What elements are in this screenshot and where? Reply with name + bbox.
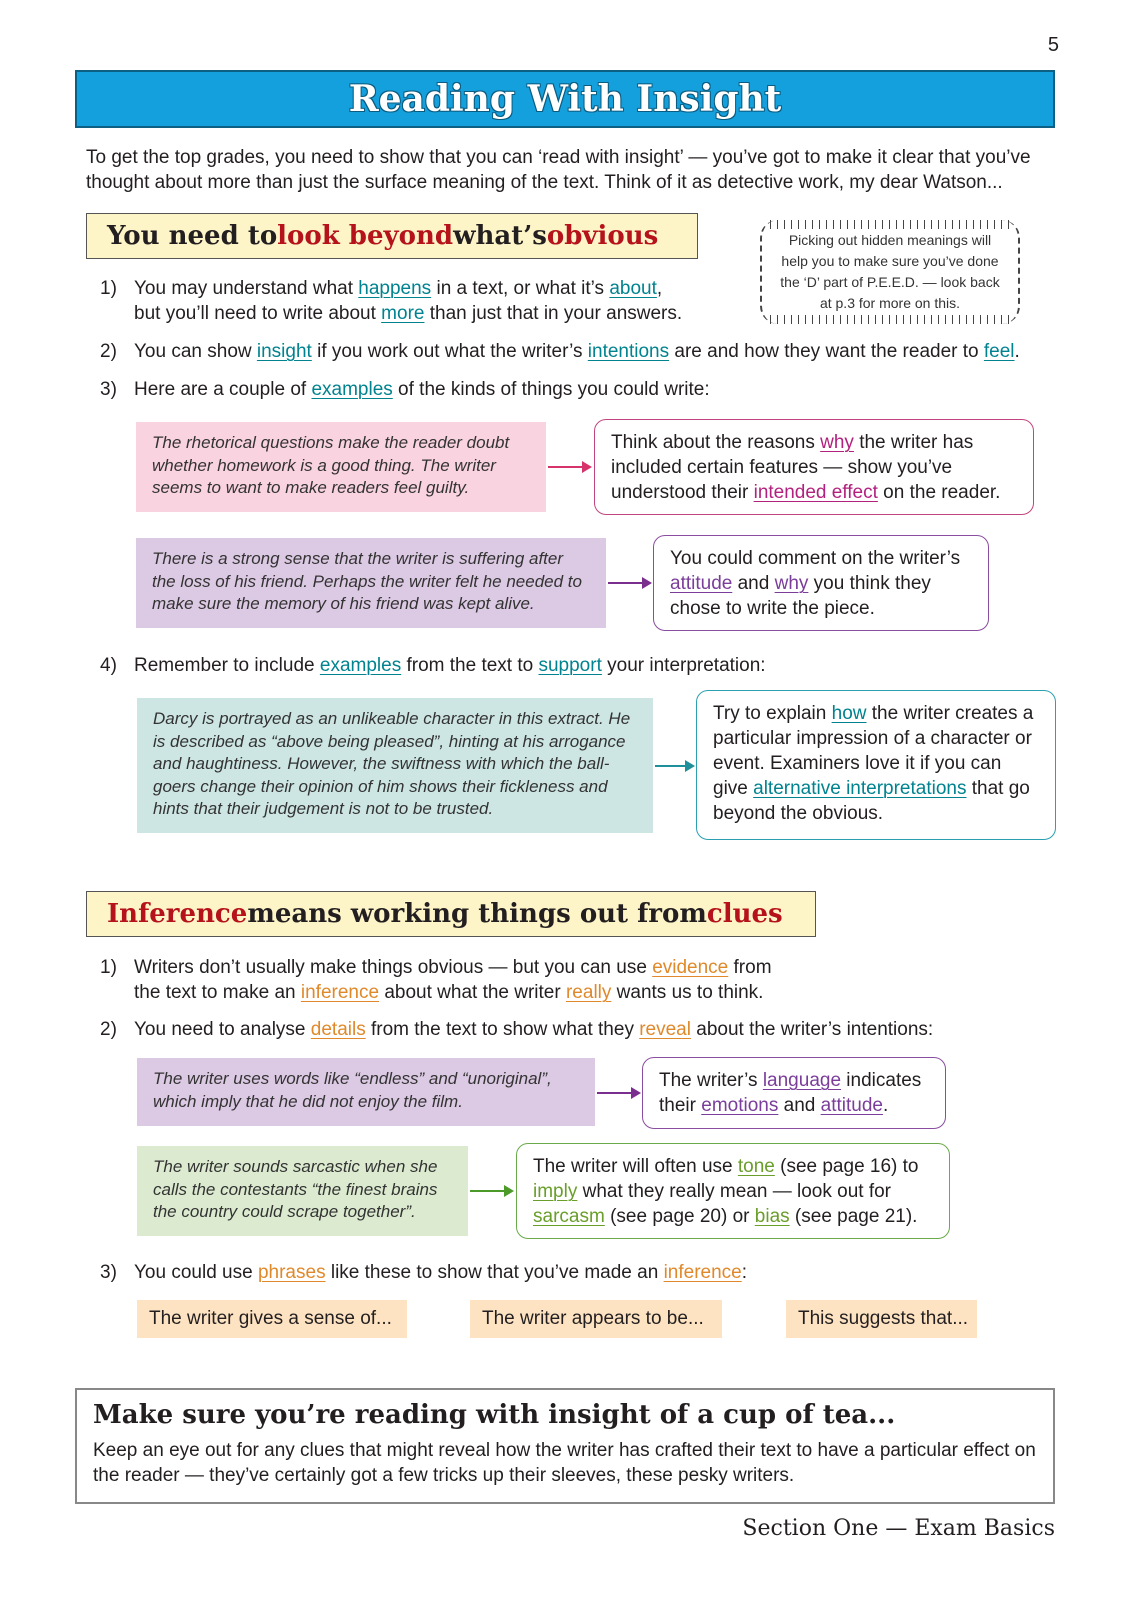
keyword: intentions [587, 341, 670, 362]
item-text: like these to show that you’ve made an [325, 1262, 664, 1283]
summary-text: Keep an eye out for any clues that might reveal how the writer has crafted their text to have a particular effect on the reader — they’ve certainly got a few tricks up their sleeves, these pesky writers. [93, 1440, 1036, 1486]
arrow [597, 1092, 639, 1094]
keyword: inference [663, 1262, 742, 1283]
item-text: in a text, or what it’s [431, 278, 610, 299]
callout-text: you think they chose to write the piece. [670, 573, 931, 619]
item-text: Writers don’t usually make things obvious — but you can use [134, 957, 653, 978]
item-text: about the writer’s intentions: [690, 1019, 934, 1040]
item-text: from the text to show what they [365, 1019, 640, 1040]
keyword: happens [358, 278, 432, 299]
intro-text: To get the top grades, you need to show that you can ‘read with insight’ — you’ve got to make it clear that you’ve thought about more than just the surface meaning of the text. Think of it as detective work, my dear Watson... [86, 147, 1031, 193]
arrow [608, 582, 650, 584]
quote-box-pink: The rhetorical questions make the reader doubt whether homework is a good thing. The writer seems to want to make readers feel guilty. [136, 422, 546, 512]
heading-highlight: Inference [107, 899, 248, 929]
quote-box-purple: There is a strong sense that the writer is suffering after the loss of his friend. Perhaps the writer felt he needed to make sure the memory of his friend was kept alive. [136, 538, 606, 628]
callout-text: (see page 21). [789, 1206, 918, 1227]
item-number: 2) [100, 1019, 117, 1040]
item-text: : [741, 1262, 748, 1283]
keyword: about [609, 278, 657, 299]
item-text: if you work out what the writer’s [311, 341, 588, 362]
keyword: insight [256, 341, 312, 362]
keyword: support [538, 655, 602, 676]
callout-box [516, 1143, 950, 1239]
item-text: You may understand what [134, 278, 359, 299]
item-text: . [1014, 341, 1020, 362]
list-item [100, 653, 1000, 678]
keyword: alternative interpretations [753, 778, 967, 799]
keyword: why [820, 432, 854, 453]
callout-box [594, 419, 1034, 515]
item-text: are and how they want the reader to [669, 341, 984, 362]
callout-text: (see page 20) or [604, 1206, 755, 1227]
keyword: phrases [257, 1262, 326, 1283]
keyword: reveal [639, 1019, 691, 1040]
callout-text: what they really mean — look out for [577, 1181, 891, 1202]
heading-part: what’s [453, 221, 547, 251]
callout-box [642, 1057, 946, 1129]
keyword: inference [300, 982, 380, 1003]
phrase-box: The writer gives a sense of... [137, 1300, 407, 1338]
item-number: 3) [100, 1262, 117, 1283]
item-text: Here are a couple of [134, 379, 312, 400]
quote-box-teal: Darcy is portrayed as an unlikeable character in this extract. He is described as “above being pleased”, hinting at his arrogance and haughtiness. However, the swiftness with which the ball-goers change their opinion of him shows their fickleness and hints that their judgement is not to be trusted. [137, 698, 653, 833]
keyword: examples [311, 379, 393, 400]
keyword: emotions [701, 1095, 779, 1116]
page-title: Reading With Insight [348, 78, 782, 120]
callout-text: and [732, 573, 775, 594]
heading-highlight: clues [706, 899, 783, 929]
callout-text: Try to explain [713, 703, 832, 724]
section-heading-1 [86, 213, 698, 259]
heading-part: You need to [107, 221, 278, 251]
callout-box [653, 535, 989, 631]
item-number: 1) [100, 957, 117, 978]
keyword: attitude [670, 573, 733, 594]
keyword: details [310, 1019, 366, 1040]
item-text: You need to analyse [134, 1019, 311, 1040]
item-text: You can show [134, 341, 257, 362]
summary-box [75, 1388, 1055, 1504]
keyword: examples [319, 655, 402, 676]
item-number: 2) [100, 341, 117, 362]
item-text: wants us to think. [611, 982, 764, 1003]
item-number: 4) [100, 655, 117, 676]
callout-text: and [778, 1095, 821, 1116]
callout-text: the writer creates a particular impression of a character or event. Examiners love it if you can give [713, 703, 1034, 799]
quote-box-green: The writer sounds sarcastic when she calls the contestants “the finest brains the country could scrape together”. [137, 1146, 468, 1236]
callout-text: Think about the reasons [611, 432, 821, 453]
callout-text: the writer has included certain features — show you’ve understood their [611, 432, 974, 503]
item-text: of the kinds of things you could write: [392, 379, 710, 400]
arrow [548, 466, 590, 468]
section-heading-2 [86, 891, 816, 937]
item-number: 3) [100, 379, 117, 400]
section-footer: Section One — Exam Basics [742, 1516, 1055, 1541]
list-item [100, 1260, 1000, 1285]
keyword: feel [983, 341, 1015, 362]
item-text: but you’ll need to write about [134, 303, 382, 324]
keyword: attitude [820, 1095, 883, 1116]
callout-text: that go beyond the obvious. [713, 778, 1030, 824]
callout-text: on the reader. [877, 482, 1001, 503]
phrase-box: This suggests that... [786, 1300, 977, 1338]
list-item [100, 276, 750, 326]
item-text: , [656, 278, 663, 299]
keyword: language [762, 1070, 842, 1091]
page-number: 5 [1047, 34, 1059, 56]
keyword: really [565, 982, 612, 1003]
item-text: You could use [134, 1262, 258, 1283]
heading-part: means working things out from [247, 899, 707, 929]
item-text: than just that in your answers. [424, 303, 683, 324]
keyword: more [381, 303, 425, 324]
list-item [100, 1017, 1080, 1042]
callout-text: You could comment on the writer’s [670, 548, 961, 569]
title-banner [75, 70, 1055, 128]
callout-text: The writer will often use [533, 1156, 738, 1177]
phrase-box: The writer appears to be... [470, 1300, 722, 1338]
arrow [470, 1190, 512, 1192]
list-item [100, 339, 1080, 364]
arrow [655, 765, 693, 767]
side-note-text: Picking out hidden meanings will help you to make sure you’ve done the ‘D’ part of P.E.E.D. — look back at p.3 for more on this. [780, 232, 1000, 311]
keyword: imply [533, 1181, 578, 1202]
keyword: intended effect [753, 482, 878, 503]
item-text: about what the writer [379, 982, 566, 1003]
keyword: why [774, 573, 809, 594]
summary-title: Make sure you’re reading with insight of a cup of tea... [93, 1400, 896, 1430]
item-text: from the text to [401, 655, 539, 676]
callout-box [696, 690, 1056, 840]
callout-text: The writer’s [659, 1070, 763, 1091]
callout-text: (see page 16) to [774, 1156, 919, 1177]
list-item [100, 377, 1000, 402]
heading-highlight: obvious [546, 221, 659, 251]
item-text: from [728, 957, 772, 978]
callout-text: . [882, 1095, 889, 1116]
list-item [100, 955, 880, 1005]
keyword: bias [754, 1206, 790, 1227]
item-text: Remember to include [134, 655, 320, 676]
item-text: the text to make an [134, 982, 301, 1003]
keyword: how [831, 703, 867, 724]
side-note [760, 220, 1020, 324]
keyword: sarcasm [533, 1206, 605, 1227]
callout-text: indicates their [659, 1070, 922, 1116]
keyword: tone [737, 1156, 775, 1177]
item-number: 1) [100, 278, 117, 299]
item-text: your interpretation: [601, 655, 766, 676]
quote-box-purple: The writer uses words like “endless” and “unoriginal”, which imply that he did not enjoy the film. [137, 1058, 595, 1126]
heading-highlight: look beyond [277, 221, 454, 251]
keyword: evidence [652, 957, 729, 978]
